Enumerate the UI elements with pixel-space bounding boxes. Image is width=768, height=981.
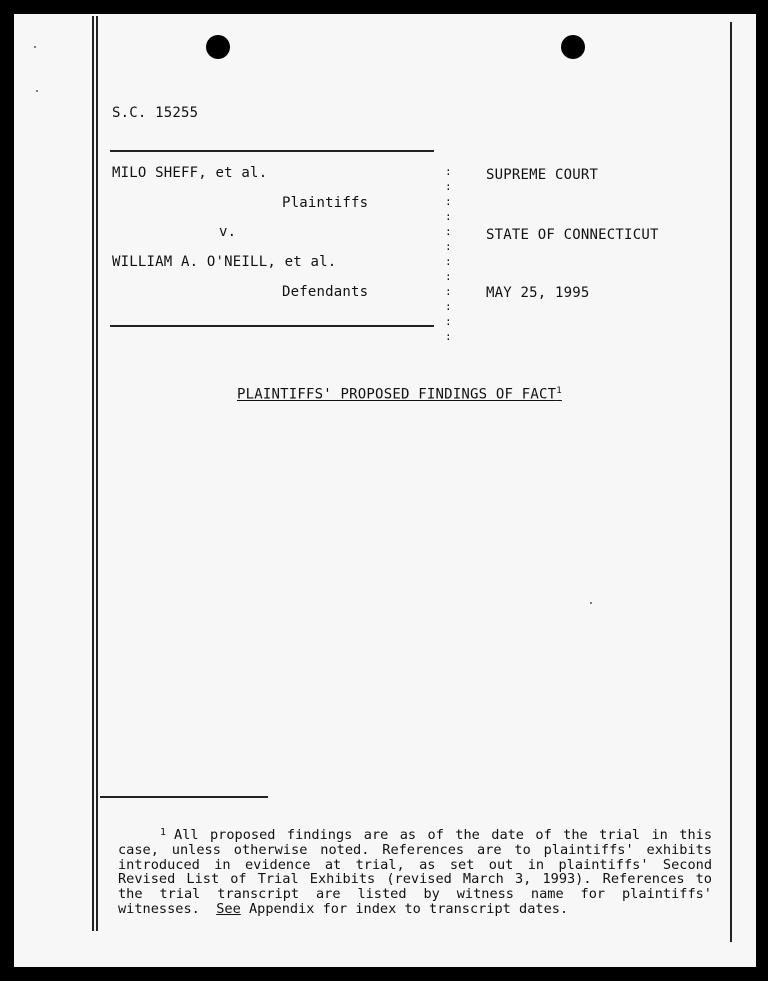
footnote-text: All proposed findings are as of the date of the trial in this case, unless otherwise noted. References are to plaintiffs' exhibits introduced in evidence at trial, as set out in plaintiffs' Second Revised List of Trial Exhibits (revised March 3, 1993). References to the trial transcript are listed by witness name for plaintiffs' witnesses. bbox=[118, 827, 712, 917]
left-margin-rule-outer bbox=[92, 16, 94, 931]
caption-colon-divider: : : : : : : : : : : : : bbox=[445, 165, 452, 343]
document-page bbox=[14, 14, 756, 967]
plaintiff-role: Plaintiffs bbox=[282, 195, 369, 211]
title-footnote-mark: 1 bbox=[556, 386, 562, 396]
scan-speck bbox=[34, 46, 36, 48]
left-margin-rule-inner bbox=[96, 16, 98, 931]
footnote-see: See bbox=[216, 900, 241, 917]
scan-speck bbox=[36, 90, 38, 92]
versus: v. bbox=[219, 224, 237, 240]
defendant-role: Defendants bbox=[282, 284, 369, 300]
footnote-rule bbox=[100, 796, 268, 798]
document-title-text: PLAINTIFFS' PROPOSED FINDINGS OF FACT bbox=[237, 386, 557, 403]
document-title bbox=[237, 386, 562, 403]
court-state: STATE OF CONNECTICUT bbox=[486, 227, 659, 243]
caption-top-rule bbox=[110, 150, 434, 152]
right-margin-rule bbox=[730, 22, 732, 942]
defendant-name: WILLIAM A. O'NEILL, et al. bbox=[112, 254, 337, 270]
docket-number: S.C. 15255 bbox=[112, 105, 199, 121]
punch-hole-right bbox=[561, 35, 585, 59]
court-name: SUPREME COURT bbox=[486, 167, 599, 183]
punch-hole-left bbox=[206, 35, 230, 59]
scan-speck bbox=[590, 602, 592, 604]
footnote bbox=[118, 826, 712, 917]
plaintiff-name: MILO SHEFF, et al. bbox=[112, 165, 268, 181]
filing-date: MAY 25, 1995 bbox=[486, 285, 590, 301]
footnote-text-end: Appendix for index to transcript dates. bbox=[248, 900, 569, 917]
footnote-mark: 1 bbox=[160, 827, 167, 838]
caption-bottom-rule bbox=[110, 325, 434, 327]
